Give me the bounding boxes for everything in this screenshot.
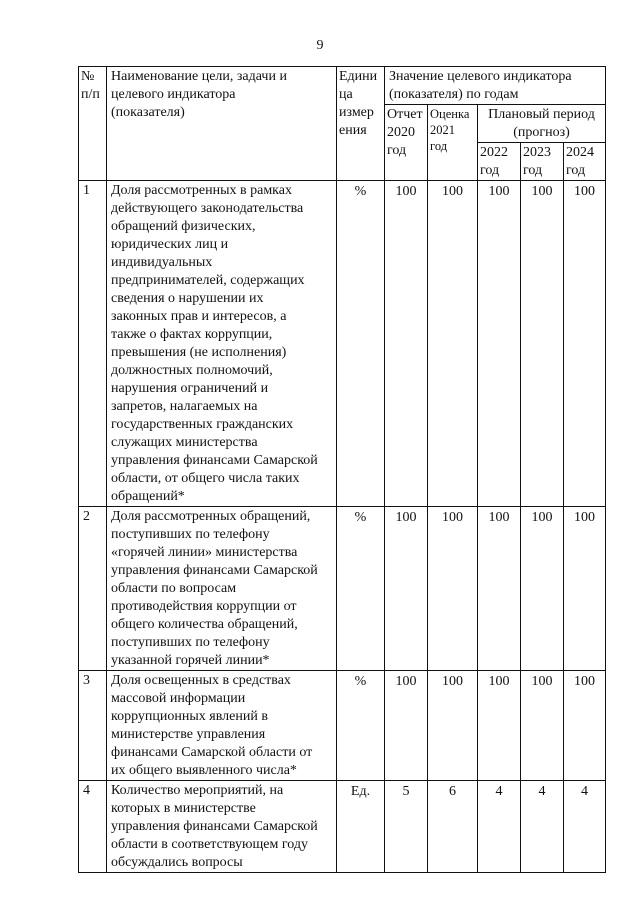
value-2023: 100 xyxy=(521,671,564,781)
header-year-2022: 2022 год xyxy=(478,143,521,181)
value-2022: 100 xyxy=(478,507,521,671)
value-2020: 100 xyxy=(385,181,428,507)
unit-cell: % xyxy=(337,507,385,671)
header-year-2024: 2024 год xyxy=(564,143,606,181)
value-2022: 100 xyxy=(478,671,521,781)
header-num: № п/п xyxy=(79,67,107,181)
indicator-name: Доля рассмотренных в рамках действующего законодательства обращений физических, юридических лиц и индивидуальных предпринимателей, содержащих сведения о нарушении их законных прав и интересов, а также о фактах коррупции, превышения (не исполнения) должностных полномочий, нарушения ограничений и запретов, налагаемых на государственных гражданских служащих министерства управления финансами Самарской области, от общего числа таких обращений* xyxy=(107,181,337,507)
value-2020: 100 xyxy=(385,671,428,781)
value-2022: 4 xyxy=(478,781,521,873)
value-2024: 4 xyxy=(564,781,606,873)
row-number: 1 xyxy=(79,181,107,507)
table-row xyxy=(79,507,606,671)
indicators-table xyxy=(78,66,606,873)
header-name: Наименование цели, задачи и целевого индикатора (показателя) xyxy=(107,67,337,181)
indicator-name: Доля рассмотренных обращений, поступивших по телефону «горячей линии» министерства управления финансами Самарской области по вопросам противодействия коррупции от общего количества обращений, поступивших по телефону указанной горячей линии* xyxy=(107,507,337,671)
header-plan-period: Плановый период (прогноз) xyxy=(478,105,606,143)
value-2021: 100 xyxy=(428,181,478,507)
value-2022: 100 xyxy=(478,181,521,507)
value-2023: 4 xyxy=(521,781,564,873)
value-2023: 100 xyxy=(521,181,564,507)
row-number: 3 xyxy=(79,671,107,781)
header-values-title: Значение целевого индикатора (показателя) по годам xyxy=(385,67,606,105)
value-2020: 5 xyxy=(385,781,428,873)
value-2023: 100 xyxy=(521,507,564,671)
table-row xyxy=(79,781,606,873)
header-row-1 xyxy=(79,67,606,105)
value-2024: 100 xyxy=(564,507,606,671)
row-number: 4 xyxy=(79,781,107,873)
unit-cell: Ед. xyxy=(337,781,385,873)
indicator-name: Количество мероприятий, на которых в министерстве управления финансами Самарской области в соответствующем году обсуждались вопросы xyxy=(107,781,337,873)
page-number: 9 xyxy=(316,38,324,53)
header-report-2020: Отчет 2020 год xyxy=(385,105,428,181)
unit-cell: % xyxy=(337,671,385,781)
value-2021: 6 xyxy=(428,781,478,873)
header-unit: Едини ца измер ения xyxy=(337,67,385,181)
row-number: 2 xyxy=(79,507,107,671)
value-2021: 100 xyxy=(428,671,478,781)
table-row xyxy=(79,671,606,781)
value-2020: 100 xyxy=(385,507,428,671)
value-2024: 100 xyxy=(564,181,606,507)
value-2021: 100 xyxy=(428,507,478,671)
indicator-name: Доля освещенных в средствах массовой информации коррупционных явлений в министерстве управления финансами Самарской области от их общего выявленного числа* xyxy=(107,671,337,781)
value-2024: 100 xyxy=(564,671,606,781)
header-year-2023: 2023 год xyxy=(521,143,564,181)
table-row xyxy=(79,181,606,507)
header-estimate-2021: Оценка 2021 год xyxy=(428,105,478,181)
unit-cell: % xyxy=(337,181,385,507)
